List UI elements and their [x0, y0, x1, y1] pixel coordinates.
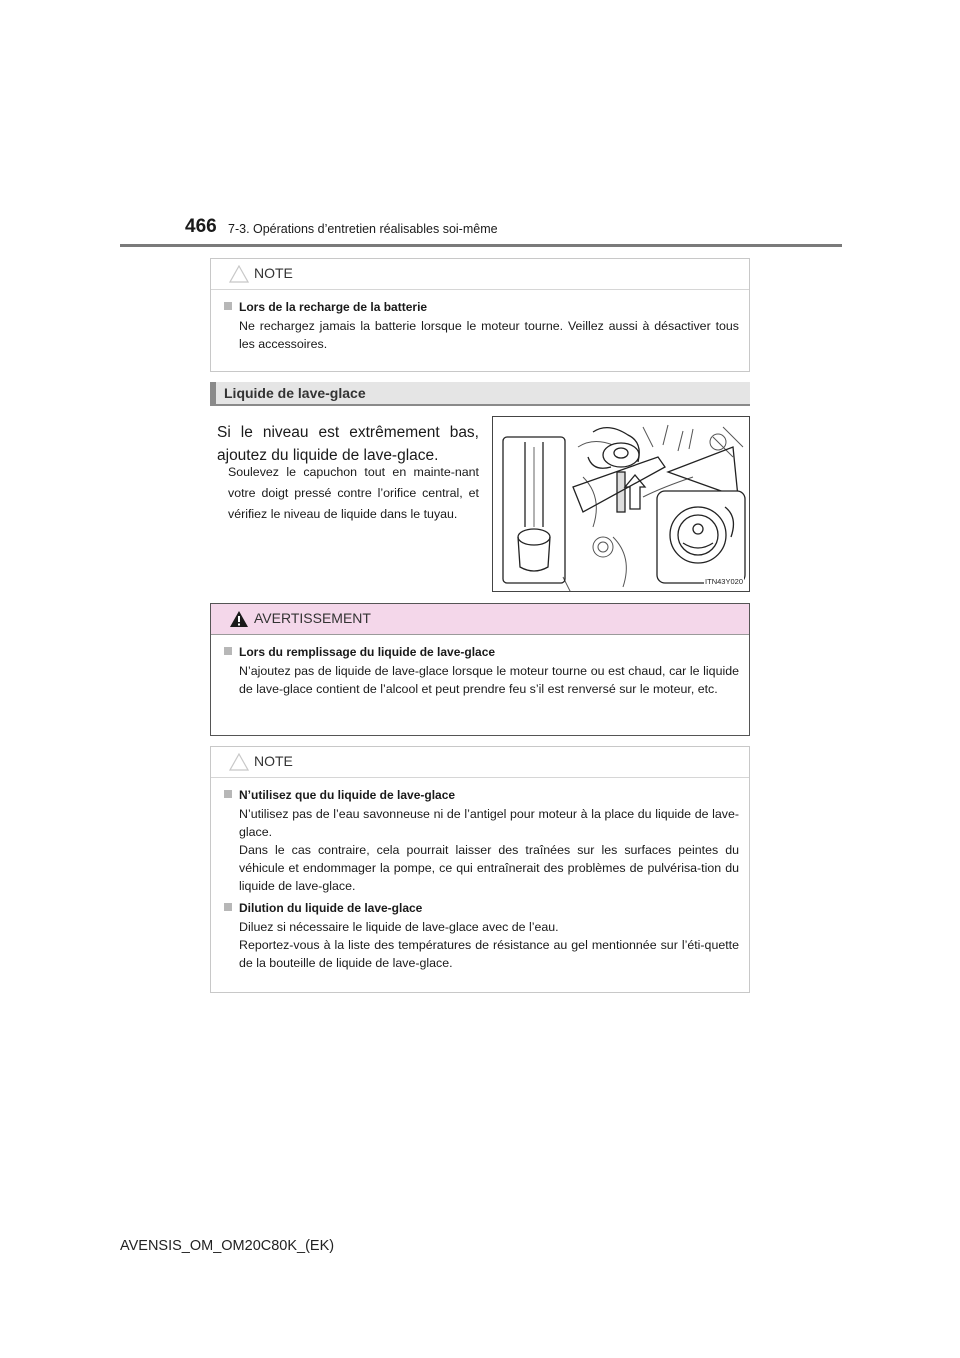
warning-item-title-text: Lors du remplissage du liquide de lave-glace [239, 645, 496, 659]
note-item-text: Reportez-vous à la liste des températures de résistance au gel mentionnée sur l’éti-quette de la bouteille de liquide de lave-glace. [239, 938, 739, 970]
note-box-body [211, 778, 749, 988]
bullet-square-icon [224, 790, 232, 798]
section-title: 7-3. Opérations d’entretien réalisables soi-même [228, 222, 498, 236]
note-box-battery [210, 258, 750, 372]
warning-label: AVERTISSEMENT [254, 610, 371, 626]
note-item-text: N’utilisez pas de l’eau savonneuse ni de l’antigel pour moteur à la place du liquide de lave-glace. [239, 807, 739, 839]
washer-fluid-illustration [492, 416, 750, 592]
bullet-square-icon [224, 903, 232, 911]
figure-code: ITN43Y020 [705, 577, 743, 586]
note-box-washer-fluid [210, 746, 750, 993]
note-box-header [211, 747, 749, 778]
washer-reservoir-drawing [493, 417, 750, 592]
note-box-body [211, 290, 749, 369]
note-item-title [221, 788, 739, 802]
warning-item-title [221, 645, 739, 659]
note-box-header [211, 259, 749, 290]
warning-box-washer-fluid [210, 603, 750, 736]
document-code-footer: AVENSIS_OM_OM20C80K_(EK) [120, 1238, 335, 1254]
subsection-heading [210, 382, 750, 406]
note-label: NOTE [254, 753, 293, 769]
note-item-text: Ne rechargez jamais la batterie lorsque le moteur tourne. Veillez aussi à désactiver tous les accessoires. [239, 319, 739, 351]
step-paragraph: Soulevez le capuchon tout en mainte-nant votre doigt pressé contre l’orifice central, et vérifiez le niveau de liquide dans le tuyau. [228, 465, 479, 521]
note-item-text: Dans le cas contraire, cela pourrait laisser des traînées sur les surfaces peintes du véhicule et endommager la pompe, ce qui entraînerait des problèmes de pulvérisa-tion du liquide de lave-glace. [239, 843, 739, 893]
subsection-title: Liquide de lave-glace [224, 385, 366, 401]
header-rule [120, 244, 842, 247]
warning-triangle-icon [229, 610, 249, 628]
warning-box-header [211, 604, 749, 635]
warning-item-text: N’ajoutez pas de liquide de lave-glace lorsque le moteur tourne ou est chaud, car le liquide de lave-glace contient de l’alcool et peut prendre feu s’il est renversé sur le moteur, etc. [239, 664, 739, 696]
caution-triangle-icon [229, 753, 249, 771]
caution-triangle-icon [229, 265, 249, 283]
bullet-square-icon [224, 302, 232, 310]
note-item-title-text: N’utilisez que du liquide de lave-glace [239, 788, 456, 802]
intro-paragraph: Si le niveau est extrêmement bas, ajoutez du liquide de lave-glace. [217, 424, 479, 464]
note-label: NOTE [254, 265, 293, 281]
warning-box-body [211, 635, 749, 714]
bullet-square-icon [224, 647, 232, 655]
note-item-title [221, 901, 739, 915]
note-item-title [221, 300, 739, 314]
subsection-accent [210, 382, 216, 404]
note-item-title-text: Dilution du liquide de lave-glace [239, 901, 423, 915]
note-item-text: Diluez si nécessaire le liquide de lave-glace avec de l’eau. [239, 920, 559, 934]
note-item-title-text: Lors de la recharge de la batterie [239, 300, 428, 314]
page-number: 466 [185, 216, 217, 237]
